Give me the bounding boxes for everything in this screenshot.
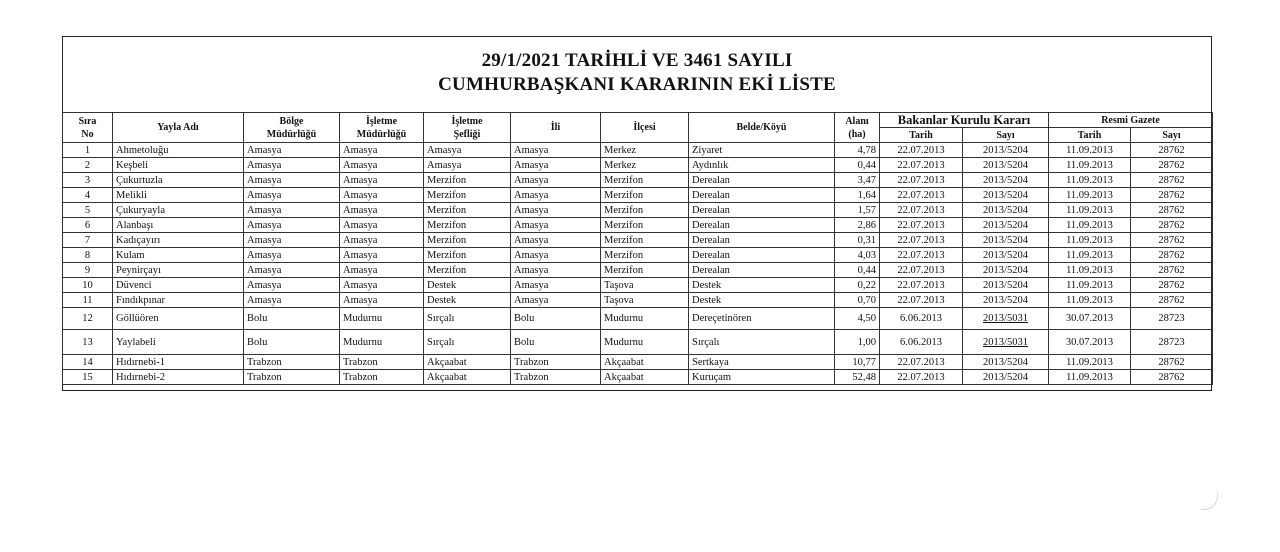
cell-ili: Amasya [511, 188, 601, 203]
table-row [63, 233, 1213, 248]
cell-bkk-tarih: 22.07.2013 [880, 143, 963, 158]
cell-bkk-tarih: 22.07.2013 [880, 203, 963, 218]
cell-isletme-sefligi: Akçaabat [424, 370, 511, 385]
cell-isletme-mudurlugu: Amasya [340, 233, 424, 248]
cell-alani: 1,64 [835, 188, 880, 203]
cell-isletme-mudurlugu: Amasya [340, 158, 424, 173]
cell-ili: Amasya [511, 218, 601, 233]
cell-bkk-tarih: 22.07.2013 [880, 248, 963, 263]
cell-ilcesi: Akçaabat [601, 355, 689, 370]
cell-ilcesi: Mudurnu [601, 330, 689, 355]
cell-rg-tarih: 11.09.2013 [1049, 370, 1131, 385]
cell-ilcesi: Merkez [601, 158, 689, 173]
cell-rg-sayi: 28762 [1131, 143, 1213, 158]
cell-ilcesi: Taşova [601, 293, 689, 308]
cell-bolge: Amasya [244, 188, 340, 203]
cell-yayla-adi: Çukuryayla [113, 203, 244, 218]
cell-rg-sayi: 28723 [1131, 308, 1213, 330]
cell-rg-tarih: 11.09.2013 [1049, 248, 1131, 263]
table-row [63, 308, 1213, 330]
cell-isletme-mudurlugu: Amasya [340, 203, 424, 218]
cell-belde-koyu: Sertkaya [689, 355, 835, 370]
cell-bkk-sayi: 2013/5204 [963, 173, 1049, 188]
cell-isletme-mudurlugu: Amasya [340, 293, 424, 308]
cell-sira-no: 10 [63, 278, 113, 293]
cell-ili: Amasya [511, 293, 601, 308]
cell-sira-no: 2 [63, 158, 113, 173]
header-bkk-sayi: Sayı [963, 128, 1049, 143]
table-row [63, 355, 1213, 370]
cell-alani: 2,86 [835, 218, 880, 233]
table-row [63, 293, 1213, 308]
header-bkk-tarih: Tarih [880, 128, 963, 143]
cell-yayla-adi: Alanbaşı [113, 218, 244, 233]
cell-ili: Bolu [511, 330, 601, 355]
cell-bkk-sayi: 2013/5204 [963, 278, 1049, 293]
cell-ilcesi: Akçaabat [601, 370, 689, 385]
cell-rg-tarih: 11.09.2013 [1049, 218, 1131, 233]
cell-isletme-sefligi: Merzifon [424, 188, 511, 203]
cell-rg-tarih: 11.09.2013 [1049, 158, 1131, 173]
cell-rg-tarih: 11.09.2013 [1049, 263, 1131, 278]
header-bolge-mudurlugu [244, 113, 340, 143]
cell-bkk-sayi: 2013/5031 [963, 308, 1049, 330]
cell-belde-koyu: Derealan [689, 188, 835, 203]
cell-belde-koyu: Sırçalı [689, 330, 835, 355]
cell-alani: 0,31 [835, 233, 880, 248]
cell-ilcesi: Merzifon [601, 218, 689, 233]
cell-isletme-sefligi: Merzifon [424, 263, 511, 278]
header-isletme-sefligi [424, 113, 511, 143]
cell-yayla-adi: Hıdırnebi-2 [113, 370, 244, 385]
table-row [63, 330, 1213, 355]
cell-ili: Amasya [511, 143, 601, 158]
cell-sira-no: 12 [63, 308, 113, 330]
cell-bolge: Bolu [244, 330, 340, 355]
header-isletme-label: İşletme [365, 115, 398, 127]
cell-ili: Amasya [511, 248, 601, 263]
cell-ilcesi: Merzifon [601, 248, 689, 263]
cell-rg-sayi: 28762 [1131, 158, 1213, 173]
table-row [63, 188, 1213, 203]
table-row [63, 203, 1213, 218]
document-title-line-2: CUMHURBAŞKANI KARARININ EKİ LİSTE [438, 74, 836, 95]
table-row [63, 158, 1213, 173]
cell-yayla-adi: Göllüören [113, 308, 244, 330]
cell-alani: 0,44 [835, 158, 880, 173]
cell-isletme-mudurlugu: Trabzon [340, 355, 424, 370]
cell-ili: Amasya [511, 158, 601, 173]
cell-ilcesi: Merzifon [601, 233, 689, 248]
cell-bkk-tarih: 22.07.2013 [880, 355, 963, 370]
table-body [63, 143, 1213, 385]
cell-bolge: Amasya [244, 158, 340, 173]
cell-yayla-adi: Peynirçayı [113, 263, 244, 278]
cell-rg-sayi: 28762 [1131, 248, 1213, 263]
cell-bkk-sayi: 2013/5204 [963, 293, 1049, 308]
table-row [63, 173, 1213, 188]
cell-bolge: Amasya [244, 218, 340, 233]
cell-yayla-adi: Yaylabeli [113, 330, 244, 355]
header-ilcesi: İlçesi [601, 113, 689, 143]
cell-ilcesi: Taşova [601, 278, 689, 293]
cell-rg-sayi: 28762 [1131, 173, 1213, 188]
cell-rg-sayi: 28762 [1131, 370, 1213, 385]
cell-sira-no: 4 [63, 188, 113, 203]
cell-ilcesi: Merzifon [601, 188, 689, 203]
cell-rg-tarih: 11.09.2013 [1049, 143, 1131, 158]
cell-alani: 4,03 [835, 248, 880, 263]
cell-bkk-sayi: 2013/5204 [963, 370, 1049, 385]
cell-isletme-sefligi: Akçaabat [424, 355, 511, 370]
cell-bkk-tarih: 22.07.2013 [880, 218, 963, 233]
cell-ili: Amasya [511, 203, 601, 218]
cell-bolge: Bolu [244, 308, 340, 330]
cell-alani: 0,44 [835, 263, 880, 278]
cell-isletme-sefligi: Amasya [424, 143, 511, 158]
cell-rg-sayi: 28762 [1131, 293, 1213, 308]
table-row [63, 218, 1213, 233]
table-row [63, 248, 1213, 263]
table-row [63, 263, 1213, 278]
header-resmi-gazete: Resmi Gazete [1049, 113, 1213, 128]
cell-yayla-adi: Melikli [113, 188, 244, 203]
cell-yayla-adi: Keşbeli [113, 158, 244, 173]
cell-rg-tarih: 30.07.2013 [1049, 330, 1131, 355]
cell-sira-no: 3 [63, 173, 113, 188]
cell-isletme-sefligi: Merzifon [424, 248, 511, 263]
cell-bkk-tarih: 22.07.2013 [880, 188, 963, 203]
cell-alani: 1,00 [835, 330, 880, 355]
page-curl-mark [1201, 493, 1218, 510]
cell-bkk-sayi: 2013/5204 [963, 158, 1049, 173]
cell-belde-koyu: Ziyaret [689, 143, 835, 158]
cell-ili: Amasya [511, 173, 601, 188]
cell-bkk-tarih: 22.07.2013 [880, 173, 963, 188]
cell-belde-koyu: Dereçetinören [689, 308, 835, 330]
cell-yayla-adi: Ahmetoluğu [113, 143, 244, 158]
cell-bkk-sayi: 2013/5204 [963, 188, 1049, 203]
header-isletme-mudurlugu [340, 113, 424, 143]
header-mudurlugu-label: Müdürlüğü [266, 128, 317, 140]
cell-belde-koyu: Derealan [689, 173, 835, 188]
cell-ili: Amasya [511, 278, 601, 293]
yayla-list-table [62, 112, 1213, 385]
cell-ilcesi: Merzifon [601, 173, 689, 188]
cell-isletme-mudurlugu: Trabzon [340, 370, 424, 385]
cell-sira-no: 1 [63, 143, 113, 158]
cell-rg-sayi: 28762 [1131, 355, 1213, 370]
cell-bolge: Trabzon [244, 355, 340, 370]
cell-rg-tarih: 30.07.2013 [1049, 308, 1131, 330]
cell-sira-no: 7 [63, 233, 113, 248]
header-no-label: No [81, 128, 94, 140]
header-bakanlar-kurulu-karari: Bakanlar Kurulu Kararı [880, 113, 1049, 128]
cell-rg-tarih: 11.09.2013 [1049, 188, 1131, 203]
cell-bkk-tarih: 22.07.2013 [880, 233, 963, 248]
header-rg-tarih: Tarih [1049, 128, 1131, 143]
cell-bkk-tarih: 6.06.2013 [880, 330, 963, 355]
cell-isletme-mudurlugu: Amasya [340, 263, 424, 278]
cell-ili: Amasya [511, 263, 601, 278]
cell-sira-no: 5 [63, 203, 113, 218]
cell-rg-sayi: 28723 [1131, 330, 1213, 355]
cell-ili: Amasya [511, 233, 601, 248]
header-isletme-label: İşletme [451, 115, 483, 127]
cell-rg-sayi: 28762 [1131, 203, 1213, 218]
cell-rg-tarih: 11.09.2013 [1049, 233, 1131, 248]
cell-alani: 0,22 [835, 278, 880, 293]
cell-alani: 1,57 [835, 203, 880, 218]
cell-isletme-sefligi: Amasya [424, 158, 511, 173]
cell-yayla-adi: Çukurtuzla [113, 173, 244, 188]
cell-bolge: Amasya [244, 278, 340, 293]
cell-ilcesi: Mudurnu [601, 308, 689, 330]
cell-isletme-sefligi: Merzifon [424, 233, 511, 248]
cell-bolge: Amasya [244, 173, 340, 188]
cell-belde-koyu: Kuruçam [689, 370, 835, 385]
cell-alani: 10,77 [835, 355, 880, 370]
cell-isletme-sefligi: Merzifon [424, 218, 511, 233]
header-rg-sayi: Sayı [1131, 128, 1213, 143]
cell-rg-sayi: 28762 [1131, 278, 1213, 293]
cell-bkk-sayi: 2013/5204 [963, 355, 1049, 370]
cell-yayla-adi: Fındıkpınar [113, 293, 244, 308]
cell-ilcesi: Merzifon [601, 263, 689, 278]
cell-yayla-adi: Kulam [113, 248, 244, 263]
cell-yayla-adi: Hıdırnebi-1 [113, 355, 244, 370]
cell-bkk-sayi: 2013/5031 [963, 330, 1049, 355]
cell-ilcesi: Merkez [601, 143, 689, 158]
cell-belde-koyu: Derealan [689, 263, 835, 278]
table-row [63, 143, 1213, 158]
cell-alani: 0,70 [835, 293, 880, 308]
cell-bkk-tarih: 22.07.2013 [880, 278, 963, 293]
header-sira-label: Sıra [78, 115, 97, 127]
cell-bkk-tarih: 22.07.2013 [880, 370, 963, 385]
cell-bolge: Amasya [244, 263, 340, 278]
cell-bkk-tarih: 22.07.2013 [880, 158, 963, 173]
cell-ilcesi: Merzifon [601, 203, 689, 218]
cell-isletme-mudurlugu: Amasya [340, 173, 424, 188]
cell-bkk-sayi: 2013/5204 [963, 233, 1049, 248]
cell-rg-sayi: 28762 [1131, 218, 1213, 233]
header-belde-koyu: Belde/Köyü [689, 113, 835, 143]
cell-bolge: Trabzon [244, 370, 340, 385]
cell-bkk-sayi: 2013/5204 [963, 263, 1049, 278]
cell-bolge: Amasya [244, 203, 340, 218]
header-sira-no [63, 113, 113, 143]
cell-belde-koyu: Destek [689, 293, 835, 308]
cell-sira-no: 13 [63, 330, 113, 355]
table-row [63, 278, 1213, 293]
cell-rg-sayi: 28762 [1131, 233, 1213, 248]
cell-belde-koyu: Destek [689, 278, 835, 293]
cell-belde-koyu: Aydınlık [689, 158, 835, 173]
cell-alani: 4,50 [835, 308, 880, 330]
cell-isletme-mudurlugu: Amasya [340, 278, 424, 293]
cell-alani: 3,47 [835, 173, 880, 188]
cell-bkk-tarih: 6.06.2013 [880, 308, 963, 330]
cell-rg-tarih: 11.09.2013 [1049, 203, 1131, 218]
cell-sira-no: 15 [63, 370, 113, 385]
cell-isletme-mudurlugu: Mudurnu [340, 330, 424, 355]
cell-rg-tarih: 11.09.2013 [1049, 293, 1131, 308]
header-alani-label: Alanı [845, 115, 869, 127]
cell-sira-no: 11 [63, 293, 113, 308]
cell-bolge: Amasya [244, 293, 340, 308]
cell-bolge: Amasya [244, 233, 340, 248]
cell-bkk-sayi: 2013/5204 [963, 203, 1049, 218]
cell-rg-tarih: 11.09.2013 [1049, 278, 1131, 293]
header-mudurlugu-label: Müdürlüğü [356, 128, 407, 140]
cell-isletme-sefligi: Sırçalı [424, 330, 511, 355]
cell-ili: Trabzon [511, 355, 601, 370]
document-title-line-1: 29/1/2021 TARİHLİ VE 3461 SAYILI [481, 50, 793, 71]
cell-rg-sayi: 28762 [1131, 188, 1213, 203]
header-bolge-label: Bölge [279, 115, 304, 127]
cell-isletme-sefligi: Destek [424, 293, 511, 308]
cell-belde-koyu: Derealan [689, 203, 835, 218]
cell-bolge: Amasya [244, 143, 340, 158]
document-frame [62, 36, 1212, 391]
cell-sira-no: 9 [63, 263, 113, 278]
cell-bkk-sayi: 2013/5204 [963, 248, 1049, 263]
cell-bkk-sayi: 2013/5204 [963, 218, 1049, 233]
cell-ili: Bolu [511, 308, 601, 330]
header-alani [835, 113, 880, 143]
cell-isletme-mudurlugu: Amasya [340, 248, 424, 263]
header-ili: İli [511, 113, 601, 143]
cell-belde-koyu: Derealan [689, 233, 835, 248]
cell-alani: 52,48 [835, 370, 880, 385]
cell-isletme-mudurlugu: Amasya [340, 188, 424, 203]
cell-ili: Trabzon [511, 370, 601, 385]
cell-bkk-tarih: 22.07.2013 [880, 293, 963, 308]
cell-rg-tarih: 11.09.2013 [1049, 355, 1131, 370]
cell-isletme-sefligi: Merzifon [424, 173, 511, 188]
header-yayla-adi: Yayla Adı [113, 113, 244, 143]
cell-yayla-adi: Düvenci [113, 278, 244, 293]
header-sefligi-label: Şefliği [453, 128, 481, 140]
cell-yayla-adi: Kadıçayırı [113, 233, 244, 248]
header-ha-label: (ha) [848, 128, 866, 140]
cell-isletme-mudurlugu: Mudurnu [340, 308, 424, 330]
cell-bolge: Amasya [244, 248, 340, 263]
cell-isletme-mudurlugu: Amasya [340, 143, 424, 158]
cell-bkk-tarih: 22.07.2013 [880, 263, 963, 278]
cell-isletme-mudurlugu: Amasya [340, 218, 424, 233]
cell-rg-tarih: 11.09.2013 [1049, 173, 1131, 188]
cell-rg-sayi: 28762 [1131, 263, 1213, 278]
cell-belde-koyu: Derealan [689, 218, 835, 233]
cell-belde-koyu: Derealan [689, 248, 835, 263]
cell-isletme-sefligi: Destek [424, 278, 511, 293]
cell-alani: 4,78 [835, 143, 880, 158]
cell-isletme-sefligi: Merzifon [424, 203, 511, 218]
cell-sira-no: 8 [63, 248, 113, 263]
table-row [63, 370, 1213, 385]
cell-bkk-sayi: 2013/5204 [963, 143, 1049, 158]
cell-isletme-sefligi: Sırçalı [424, 308, 511, 330]
cell-sira-no: 6 [63, 218, 113, 233]
cell-sira-no: 14 [63, 355, 113, 370]
